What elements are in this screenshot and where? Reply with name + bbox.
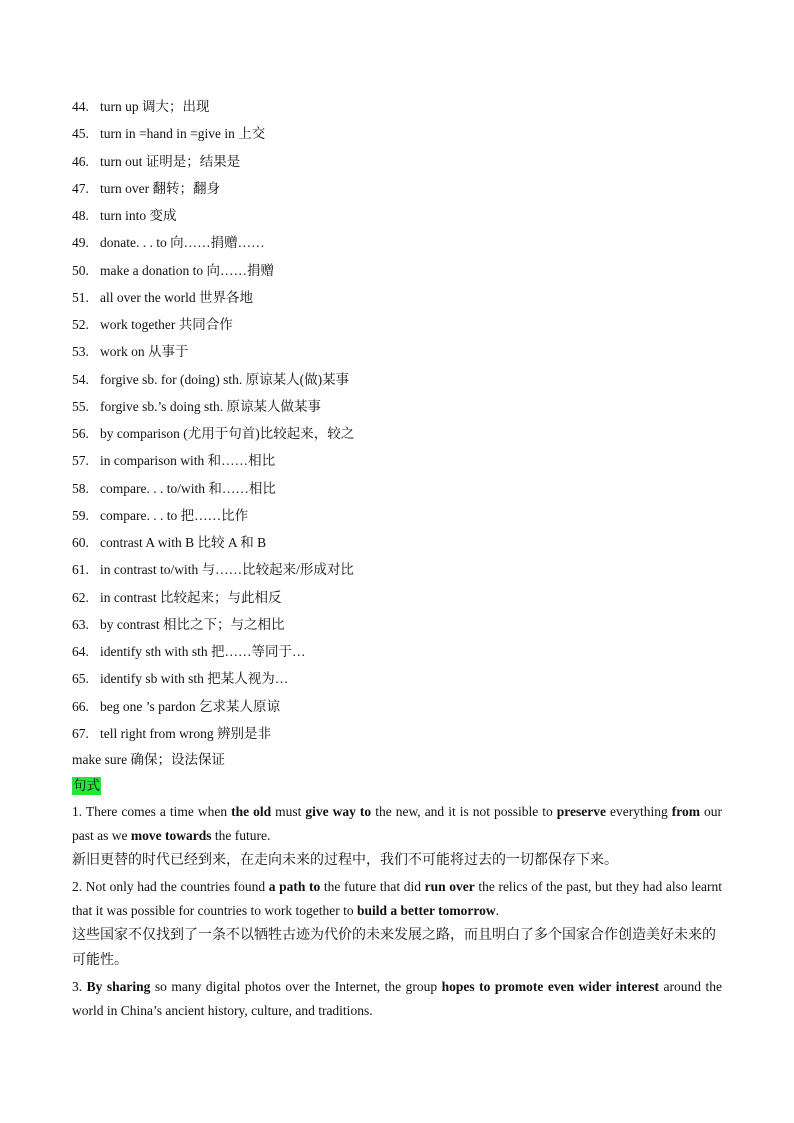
vocab-text: donate. . . to 向……捐赠…… bbox=[100, 235, 265, 251]
sentence-text: 3. bbox=[72, 979, 87, 994]
sentence-text: our past as we bbox=[72, 804, 722, 843]
sentence-text: must bbox=[271, 804, 306, 819]
vocab-text: by comparison (尤用于句首)比较起来，较之 bbox=[100, 426, 355, 441]
vocab-number: 66. bbox=[72, 698, 89, 714]
vocab-text: in contrast 比较起来；与此相反 bbox=[100, 589, 282, 605]
vocab-number: 52. bbox=[72, 317, 89, 332]
sentence-text: everything bbox=[605, 804, 672, 819]
vocab-number: 46. bbox=[72, 153, 89, 169]
vocab-text: identify sth with sth 把……等同于… bbox=[100, 644, 306, 659]
vocab-text: compare. . . to/with 和……相比 bbox=[100, 480, 276, 496]
sentence-text: the new, and it is not possible to bbox=[371, 804, 557, 819]
key-phrase: move towards bbox=[130, 828, 212, 843]
vocab-number: 56. bbox=[72, 426, 89, 441]
vocab-item bbox=[72, 475, 354, 502]
vocab-item bbox=[72, 611, 354, 638]
key-phrase: hopes to promote even wider interest bbox=[441, 979, 660, 994]
vocab-text: forgive sb.’s doing sth. 原谅某人做某事 bbox=[100, 398, 322, 414]
vocab-number: 63. bbox=[72, 616, 89, 632]
vocab-number: 54. bbox=[72, 371, 89, 387]
vocab-item bbox=[72, 175, 354, 202]
sentence-text: so many digital photos over the Internet, the group bbox=[150, 979, 442, 994]
vocab-text: turn into 变成 bbox=[100, 208, 177, 223]
key-phrase: By sharing bbox=[86, 979, 151, 994]
vocab-text: contrast A with B 比较 A 和 B bbox=[100, 535, 267, 550]
key-phrase: run over bbox=[424, 879, 475, 894]
vocab-text: tell right from wrong 辨别是非 bbox=[100, 725, 271, 741]
vocab-number: 59. bbox=[72, 507, 89, 523]
key-phrase: build a better tomorrow bbox=[356, 903, 496, 918]
key-phrase: the old bbox=[231, 804, 272, 819]
sentence-english bbox=[72, 800, 722, 848]
vocab-text: turn out 证明是；结果是 bbox=[100, 153, 241, 169]
vocab-item bbox=[72, 720, 354, 747]
vocab-number: 57. bbox=[72, 453, 89, 469]
vocab-item bbox=[72, 420, 354, 447]
vocab-text: compare. . . to 把……比作 bbox=[100, 507, 249, 523]
vocab-number: 44. bbox=[72, 99, 89, 114]
vocab-item bbox=[72, 393, 354, 420]
vocab-number: 55. bbox=[72, 398, 89, 414]
sentence-text: 2. Not only had the countries found bbox=[72, 879, 269, 894]
sentence-text: . bbox=[495, 903, 499, 918]
vocab-number: 47. bbox=[72, 180, 89, 196]
vocab-number: 51. bbox=[72, 289, 89, 305]
vocab-item bbox=[72, 311, 354, 338]
vocab-number: 61. bbox=[72, 562, 89, 578]
vocab-item bbox=[72, 93, 354, 120]
vocab-item bbox=[72, 366, 354, 393]
vocab-number: 60. bbox=[72, 535, 89, 550]
vocab-text: beg one ’s pardon 乞求某人原谅 bbox=[100, 698, 280, 714]
key-phrase: preserve bbox=[556, 804, 606, 819]
vocab-item bbox=[72, 120, 354, 147]
vocab-text: in contrast to/with 与……比较起来/形成对比 bbox=[100, 562, 354, 578]
vocab-text: in comparison with 和……相比 bbox=[100, 453, 276, 469]
vocab-item bbox=[72, 584, 354, 611]
sentence-text: the future. bbox=[211, 828, 271, 843]
section-title-sentence-patterns: 句式 bbox=[73, 778, 100, 793]
vocab-list bbox=[72, 93, 354, 747]
vocab-item bbox=[72, 638, 354, 665]
vocab-item bbox=[72, 556, 354, 583]
key-phrase: give way to bbox=[305, 804, 372, 819]
sentence-list bbox=[72, 800, 722, 1023]
sentence-text: around the world in China’s ancient history, culture, and traditions. bbox=[72, 979, 722, 1018]
sentence-chinese: 新旧更替的时代已经到来，在走向未来的过程中，我们不可能将过去的一切都保存下来。 bbox=[72, 853, 618, 868]
vocab-item bbox=[72, 529, 354, 556]
vocab-item bbox=[72, 502, 354, 529]
vocab-text: turn in =hand in =give in 上交 bbox=[100, 126, 266, 142]
sentence-english bbox=[72, 975, 722, 1023]
vocab-item bbox=[72, 257, 354, 284]
vocab-number: 64. bbox=[72, 644, 89, 659]
key-phrase: a path to bbox=[268, 879, 321, 894]
vocab-text: identify sb with sth 把某人视为… bbox=[100, 671, 289, 687]
vocab-text: all over the world 世界各地 bbox=[100, 289, 253, 305]
sentence-chinese: 这些国家不仅找到了一条不以牺牲古迹为代价的未来发展之路，而且明白了多个国家合作创造美好未来的可能性。 bbox=[72, 928, 716, 968]
vocab-text: forgive sb. for (doing) sth. 原谅某人(做)某事 bbox=[100, 371, 350, 387]
vocab-text: make a donation to 向……捐赠 bbox=[100, 262, 274, 278]
vocab-number: 58. bbox=[72, 480, 89, 496]
vocab-item bbox=[72, 665, 354, 692]
vocab-item bbox=[72, 202, 354, 229]
vocab-number: 62. bbox=[72, 589, 89, 605]
vocab-text: turn over 翻转；翻身 bbox=[100, 180, 220, 196]
vocab-item bbox=[72, 447, 354, 474]
sentence-english bbox=[72, 875, 722, 923]
vocab-text: by contrast 相比之下；与之相比 bbox=[100, 616, 285, 632]
vocab-number: 53. bbox=[72, 344, 89, 360]
vocab-item bbox=[72, 693, 354, 720]
sentence-text: the relics of the past, but they had also learnt that it was possible for countries to work together to bbox=[72, 879, 722, 918]
vocab-number: 67. bbox=[72, 725, 89, 741]
vocab-item bbox=[72, 148, 354, 175]
vocab-number: 50. bbox=[72, 262, 89, 278]
sentence-text: the future that did bbox=[320, 879, 425, 894]
vocab-item bbox=[72, 229, 354, 256]
vocab-line-make-sure: make sure 确保；设法保证 bbox=[72, 752, 225, 767]
vocab-item bbox=[72, 284, 354, 311]
vocab-number: 65. bbox=[72, 671, 89, 687]
vocab-number: 45. bbox=[72, 126, 89, 142]
vocab-item bbox=[72, 338, 354, 365]
vocab-number: 48. bbox=[72, 208, 89, 223]
vocab-text: turn up 调大；出现 bbox=[100, 99, 210, 114]
vocab-number: 49. bbox=[72, 235, 89, 251]
vocab-text: work together 共同合作 bbox=[100, 317, 233, 332]
vocab-text: work on 从事于 bbox=[100, 344, 189, 360]
key-phrase: from bbox=[671, 804, 700, 819]
sentence-text: 1. There comes a time when bbox=[72, 804, 232, 819]
